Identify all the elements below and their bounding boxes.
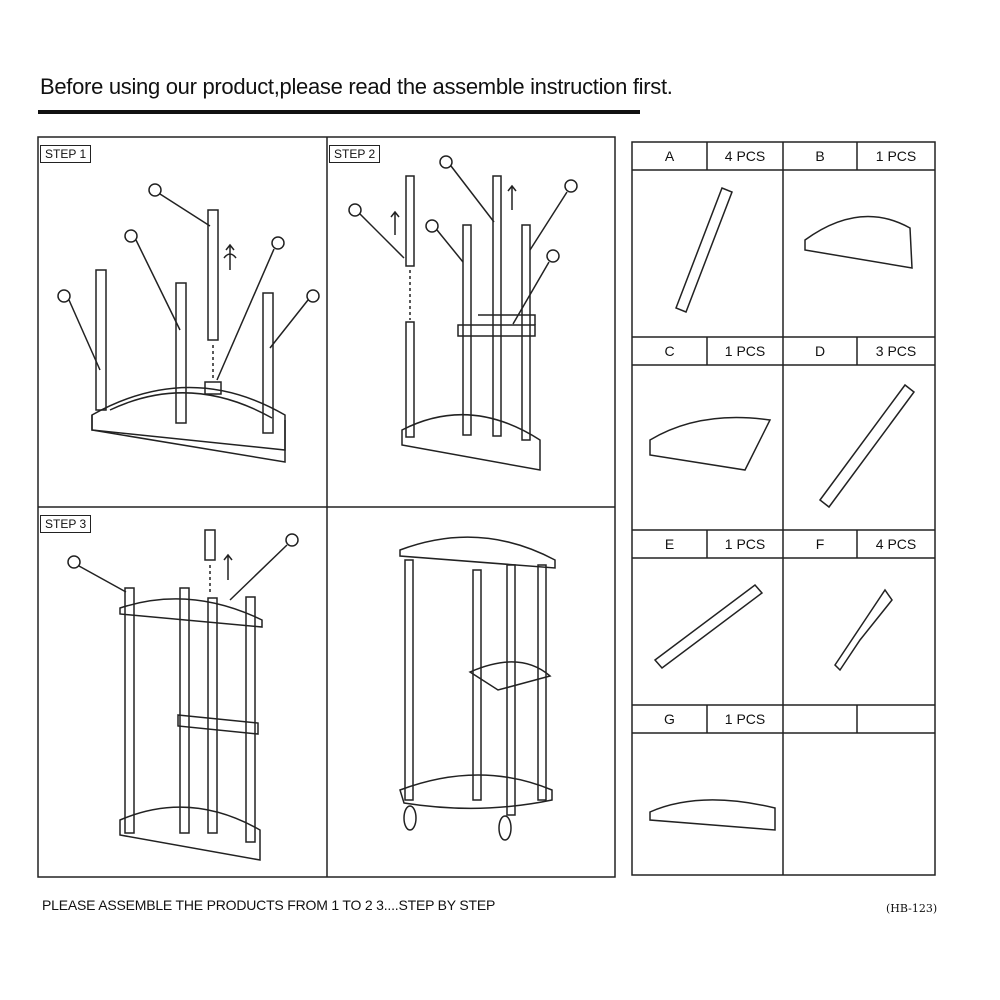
half-round-base-icon (805, 216, 912, 268)
step3-label: STEP 3 (40, 515, 91, 533)
part-f-letter: F (815, 536, 825, 552)
rod-icon (655, 585, 762, 668)
half-round-top-icon (650, 800, 775, 830)
finished-product-illustration (400, 537, 555, 840)
parts-table-grid (632, 142, 935, 875)
step2-label: STEP 2 (329, 145, 380, 163)
part-f-qty: 4 PCS (875, 536, 917, 552)
connector-screw-icon (835, 590, 892, 670)
step2-illustration (349, 156, 577, 470)
step1-label: STEP 1 (40, 145, 91, 163)
assembly-instruction-text: PLEASE ASSEMBLE THE PRODUCTS FROM 1 TO 2 3....STEP BY STEP (42, 897, 496, 913)
part-d-qty: 3 PCS (875, 343, 917, 359)
part-b-letter: B (815, 148, 825, 164)
part-a-qty: 4 PCS (724, 148, 766, 164)
part-c-qty: 1 PCS (724, 343, 766, 359)
page-title: Before using our product,please read the assemble instruction first. (40, 74, 673, 99)
step3-illustration (68, 530, 298, 860)
quarter-shelf-icon (650, 418, 770, 471)
part-a-letter: A (664, 148, 675, 164)
part-b-qty: 1 PCS (875, 148, 917, 164)
leg-rod-icon (676, 188, 732, 312)
part-e-letter: E (664, 536, 675, 552)
upper-rod-icon (820, 385, 914, 507)
part-g-letter: G (664, 711, 675, 727)
part-e-qty: 1 PCS (724, 536, 766, 552)
step1-illustration (58, 184, 319, 462)
part-d-letter: D (814, 343, 826, 359)
part-g-qty: 1 PCS (724, 711, 766, 727)
part-c-letter: C (664, 343, 675, 359)
model-code: (HB-123) (886, 902, 938, 915)
